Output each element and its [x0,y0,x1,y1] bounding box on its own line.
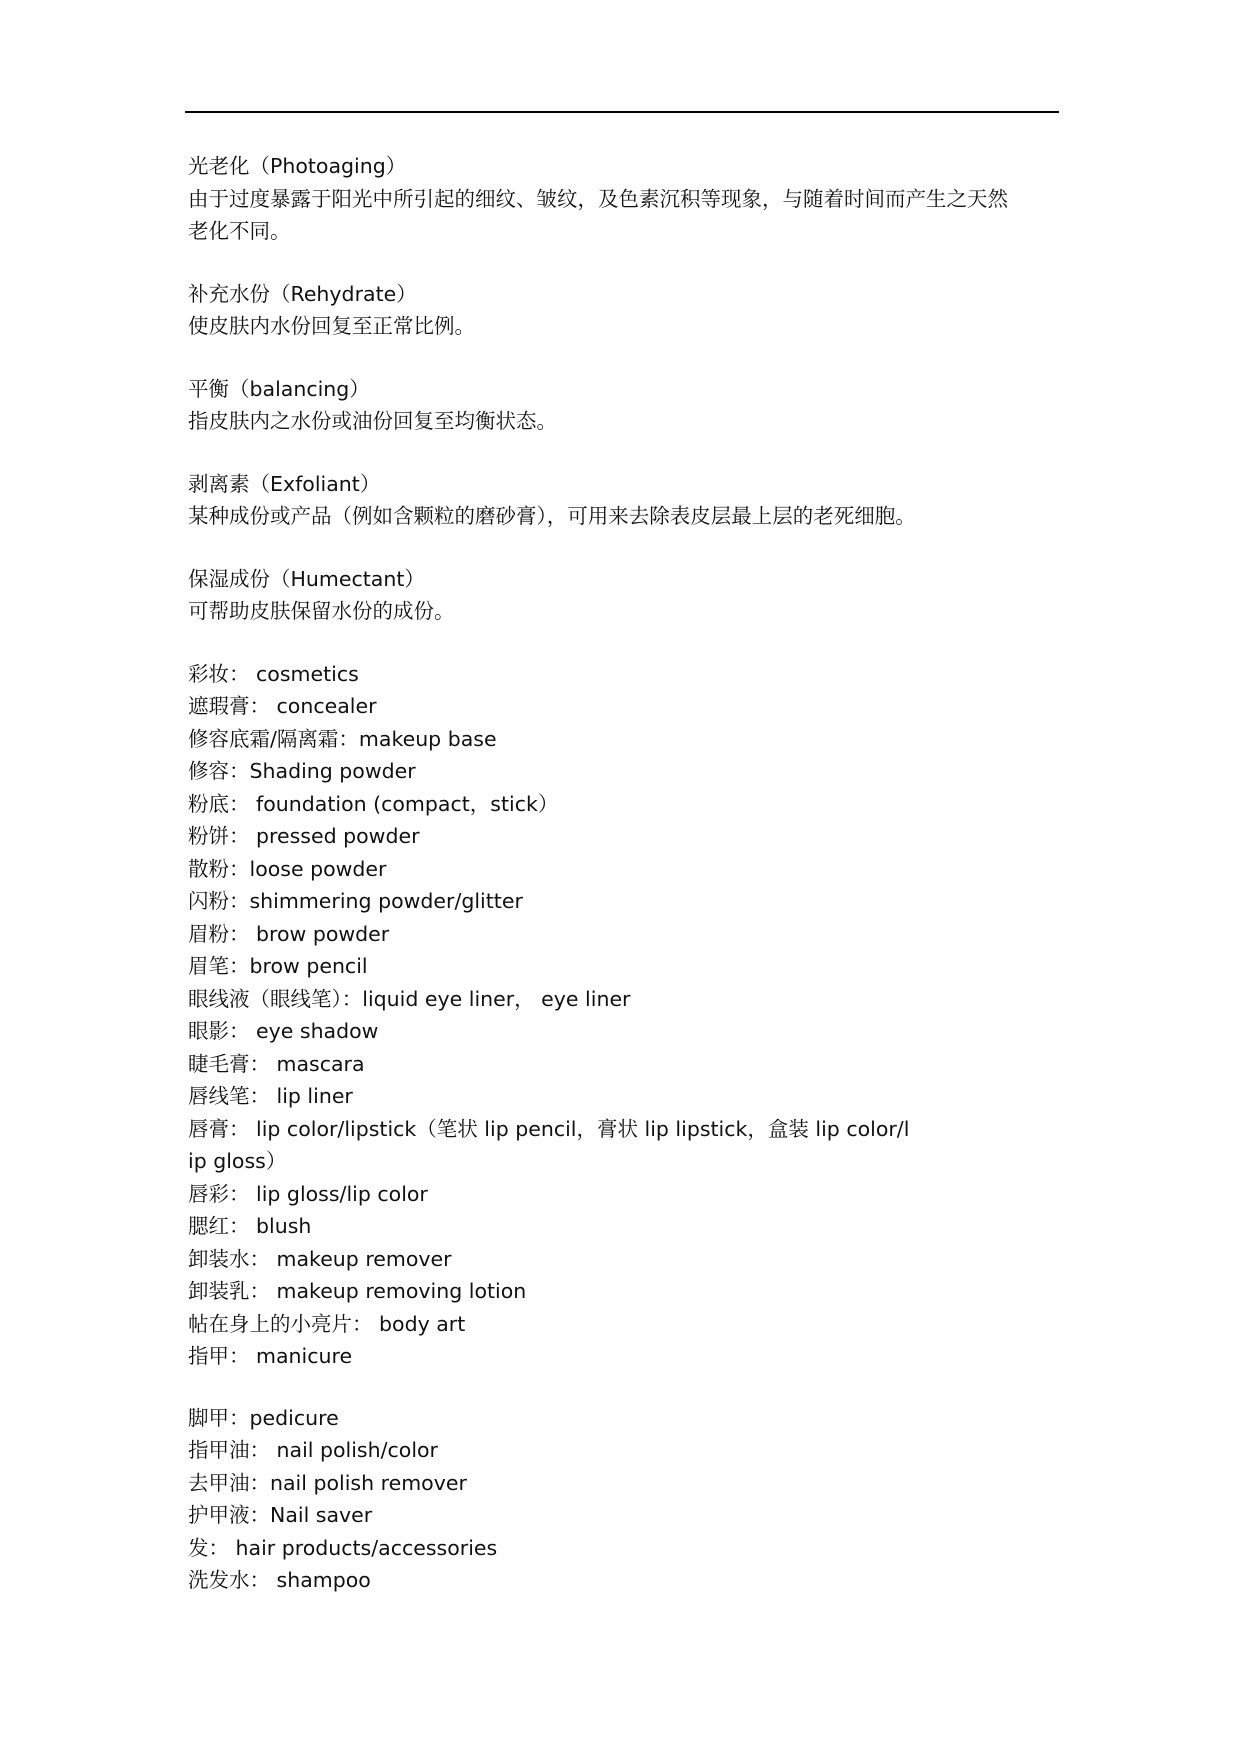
paragraph-gap [188,248,1060,278]
glossary-item-blush: 腮红： blush [188,1214,312,1238]
term-description: 某种成份或产品（例如含颗粒的磨砂膏），可用来去除表皮层最上层的老死细胞。 [188,504,916,528]
glossary-item-cosmetics: 彩妆： cosmetics [188,661,359,686]
glossary-item-mascara: 睫毛膏： mascara [188,1051,365,1076]
glossary-item-pressed-powder: 粉饼： pressed powder [188,824,420,848]
glossary-item-nail-polish: 指甲油： nail polish/color [188,1438,438,1462]
paragraph-gap [188,438,1060,468]
glossary-item-loose-powder: 散粉：loose powder [188,856,387,881]
term-description-continued: 老化不同。 [188,219,291,243]
term-heading: 平衡（balancing） [188,376,370,401]
paragraph-gap [188,1373,1060,1402]
glossary-item-shading-powder: 修容：Shading powder [188,759,416,783]
term-heading: 补充水份（Rehydrate） [188,281,417,306]
term-description: 可帮助皮肤保留水份的成份。 [188,599,455,623]
glossary-item-glitter: 闪粉：shimmering powder/glitter [188,889,523,913]
term-description: 由于过度暴露于阳光中所引起的细纹、皱纹，及色素沉积等现象，与随着时间而产生之天然 [188,186,1008,211]
glossary-list-makeup [188,658,1060,1373]
glossary-item-lipstick: 唇膏： lip color/lipstick（笔状 lip pencil，膏状 lip lipstick，盒装 lip color/l [188,1116,910,1141]
glossary-item-brow-powder: 眉粉： brow powder [188,921,390,946]
glossary-item-nail-saver: 护甲液：Nail saver [188,1503,373,1527]
glossary-item-hair-products: 发： hair products/accessories [188,1535,498,1560]
term-heading: 剥离素（Exfoliant） [188,471,381,496]
glossary-item-eye-liner: 眼线液（眼线笔）：liquid eye liner， eye liner [188,986,631,1011]
glossary-item-manicure: 指甲： manicure [188,1344,353,1368]
glossary-list-nails-hair [188,1402,1060,1597]
glossary-item-shampoo: 洗发水： shampoo [188,1568,371,1592]
term-description: 使皮肤内水份回复至正常比例。 [188,314,475,338]
glossary-item-lip-gloss: 唇彩： lip gloss/lip color [188,1181,428,1206]
glossary-item-lipstick-continued: ip gloss） [188,1149,287,1173]
definition-rehydrate [188,278,1060,343]
glossary-item-concealer: 遮瑕膏： concealer [188,694,377,718]
header-rule [185,111,1059,113]
glossary-item-brow-pencil: 眉笔：brow pencil [188,954,368,978]
term-description: 指皮肤内之水份或油份回复至均衡状态。 [188,409,557,433]
glossary-item-makeup-removing-lotion: 卸装乳： makeup removing lotion [188,1279,527,1303]
definition-photoaging [188,150,1060,248]
glossary-item-body-art: 帖在身上的小亮片： body art [188,1311,466,1336]
term-heading: 保湿成份（Humectant） [188,566,425,591]
paragraph-gap [188,343,1060,373]
glossary-item-makeup-base: 修容底霜/隔离霜：makeup base [188,726,497,751]
document-body [188,150,1060,1597]
glossary-item-pedicure: 脚甲：pedicure [188,1405,339,1430]
glossary-item-foundation: 粉底： foundation (compact，stick） [188,791,559,816]
glossary-item-eye-shadow: 眼影： eye shadow [188,1019,379,1043]
paragraph-gap [188,533,1060,563]
glossary-item-makeup-remover: 卸装水： makeup remover [188,1246,452,1271]
definition-exfoliant [188,468,1060,533]
definition-balancing [188,373,1060,438]
glossary-item-lip-liner: 唇线笔： lip liner [188,1084,353,1108]
glossary-item-nail-polish-remover: 去甲油：nail polish remover [188,1470,467,1495]
term-heading: 光老化（Photoaging） [188,154,407,178]
paragraph-gap [188,628,1060,658]
definition-humectant [188,563,1060,628]
